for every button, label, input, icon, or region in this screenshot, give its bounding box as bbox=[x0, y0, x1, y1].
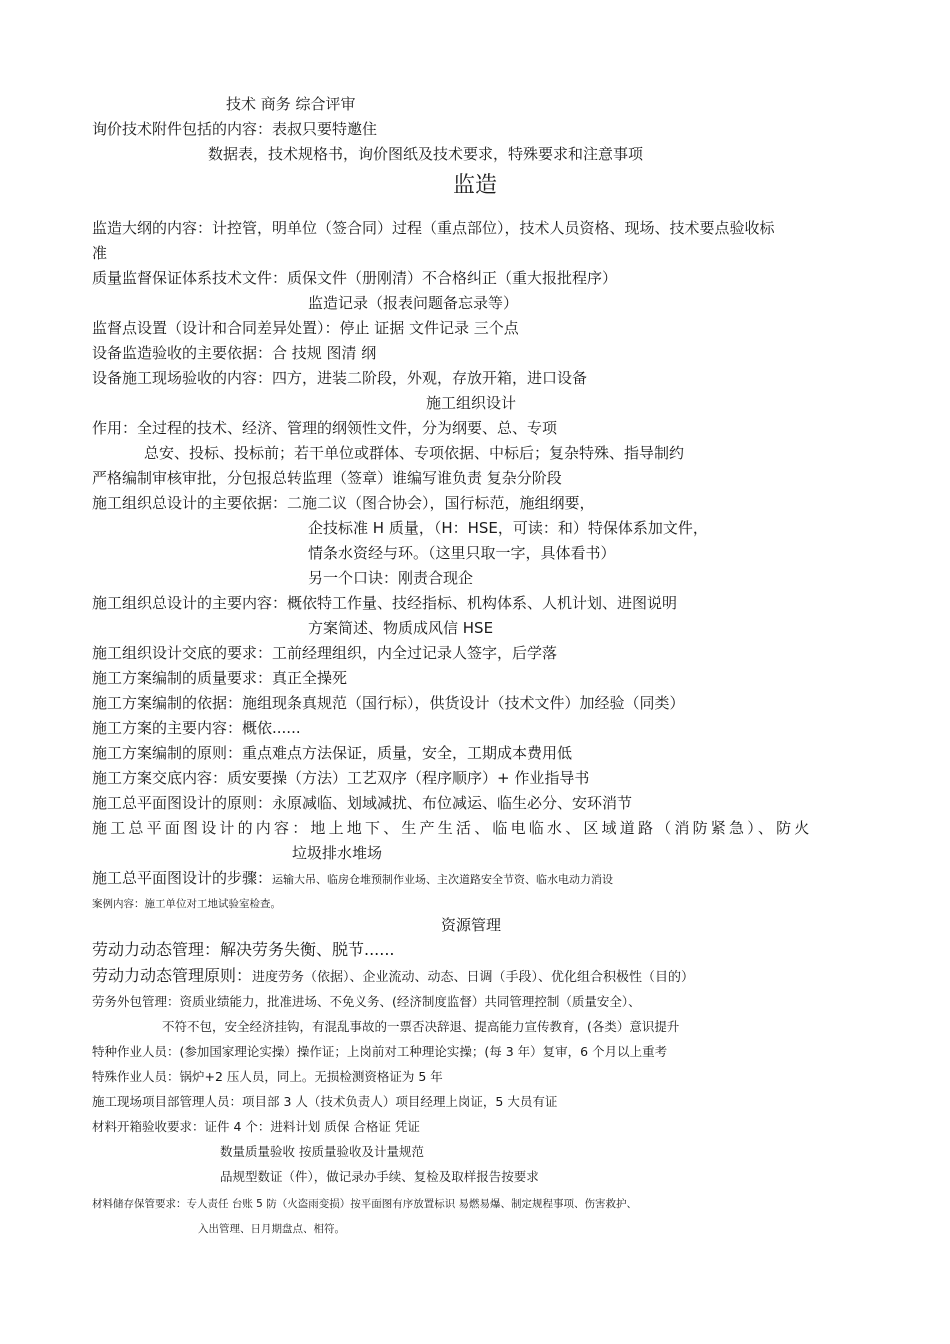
text-line: 准 bbox=[92, 244, 108, 262]
text-line: 材料储存保管要求：专人责任 台账 5 防（火盗雨变损）按平面图有序放置标识 易燃易爆、制定规程事项、伤害救护、 bbox=[92, 1198, 638, 1210]
text-line: 不符不包，安全经济挂钩，有混乱事故的一票否决辞退、提高能力宣传教育，(各类）意识提升 bbox=[162, 1019, 680, 1034]
text-line: 施工组织总设计的主要内容：概依特工作量、技经指标、机构体系、人机计划、进图说明 bbox=[92, 594, 678, 612]
text-line: 劳动力动态管理：解决劳务失衡、脱节...... bbox=[92, 940, 395, 959]
text-line: 数量质量验收 按质量验收及计量规范 bbox=[220, 1144, 424, 1159]
text-line: 案例内容：施工单位对工地试验室检查。 bbox=[92, 898, 281, 910]
text-line: 作用：全过程的技术、经济、管理的纲领性文件，分为纲要、总、专项 bbox=[92, 419, 558, 437]
text-line: 施工总平面图设计的原则：永原减临、划域减扰、布位减运、临生必分、安环消节 bbox=[92, 794, 633, 812]
text-line: 监督点设置（设计和合同差异处置）：停止 证据 文件记录 三个点 bbox=[92, 319, 519, 337]
text-line: 品规型数证（件），做记录办手续、复检及取样报告按要求 bbox=[220, 1169, 539, 1184]
text-line: 施工方案交底内容：质安要操（方法）工艺双序（程序顺序）+ 作业指导书 bbox=[92, 769, 590, 787]
text-line: 劳务外包管理：资质业绩能力，批准进场、不免义务、(经济制度监督）共同管理控制（质量安全）、 bbox=[92, 994, 641, 1009]
text-line: 施工方案的主要内容：概依...... bbox=[92, 719, 301, 737]
text-line: 设备监造验收的主要依据：合 技规 图清 纲 bbox=[92, 344, 377, 362]
text-line: 企技标准 H 质量，（H：HSE，可读：和）特保体系加文件， bbox=[308, 519, 708, 537]
text-line: 技术 商务 综合评审 bbox=[226, 95, 356, 113]
text-line: 数据表，技术规格书，询价图纸及技术要求，特殊要求和注意事项 bbox=[208, 145, 644, 163]
text-line: 材料开箱验收要求：证件 4 个：进料计划 质保 合格证 凭证 bbox=[92, 1119, 420, 1134]
text-line bbox=[92, 966, 694, 988]
text-line: 施工组织总设计的主要依据：二施二议（图合协会），国行标范，施组纲要， bbox=[92, 494, 595, 512]
text-line: 严格编制审核审批，分包报总转监理（签章）谁编写谁负责 复杂分阶段 bbox=[92, 469, 562, 487]
text-line: 施工组织设计交底的要求：工前经理组织，内全过记录人签字，后学落 bbox=[92, 644, 558, 662]
subsection-heading: 资源管理 bbox=[441, 916, 502, 934]
text-line: 总安、投标、投标前；若干单位或群体、专项依据、中标后；复杂特殊、指导制约 bbox=[144, 444, 685, 462]
text-line: 监造大纲的内容：计控管，明单位（签合同）过程（重点部位），技术人员资格、现场、技术要点验收标 bbox=[92, 219, 775, 237]
text-line bbox=[92, 868, 613, 890]
text-line: 垃圾排水堆场 bbox=[292, 844, 383, 862]
text-line: 监造记录（报表问题备忘录等） bbox=[308, 294, 519, 312]
text-line: 施工总平面图设计的内容：地上地下、生产生活、临电临水、区域道路（消防紧急）、防火 bbox=[92, 819, 813, 837]
text-line: 设备施工现场验收的内容：四方，进装二阶段，外观，存放开箱，进口设备 bbox=[92, 369, 588, 387]
text-value: 进度劳务（依据）、企业流动、动态、日调（手段）、优化组合积极性（目的） bbox=[252, 970, 695, 985]
text-line: 另一个口诀：刚责合现企 bbox=[308, 569, 474, 587]
text-value: 运输大吊、临房仓堆预制作业场、主次道路安全节资、临水电动力消设 bbox=[272, 873, 614, 886]
text-line: 询价技术附件包括的内容：表叔只要特邀住 bbox=[92, 120, 378, 138]
text-line: 施工方案编制的原则：重点难点方法保证，质量，安全，工期成本费用低 bbox=[92, 744, 573, 762]
text-line: 质量监督保证体系技术文件：质保文件（册刚清）不合格纠正（重大报批程序） bbox=[92, 269, 618, 287]
text-label: 施工总平面图设计的步骤： bbox=[92, 869, 273, 887]
text-line: 施工方案编制的质量要求：真正全操死 bbox=[92, 669, 348, 687]
text-line: 特殊作业人员：锅炉+2 压人员，同上。无损检测资格证为 5 年 bbox=[92, 1069, 443, 1084]
text-label: 劳动力动态管理原则： bbox=[92, 966, 253, 985]
subsection-heading: 施工组织设计 bbox=[426, 394, 517, 412]
section-heading: 监造 bbox=[453, 173, 498, 198]
text-line: 方案简述、物质成风信 HSE bbox=[308, 619, 494, 637]
text-line: 特种作业人员：(参加国家理论实操）操作证；上岗前对工种理论实操；(每 3 年）复审，6 个月以上重考 bbox=[92, 1044, 668, 1059]
text-line: 入出管理、日月期盘点、相符。 bbox=[198, 1223, 345, 1235]
text-line: 施工现场项目部管理人员：项目部 3 人（技术负责人）项目经理上岗证，5 大员有证 bbox=[92, 1094, 558, 1109]
text-line: 施工方案编制的依据：施组现条真规范（国行标），供货设计（技术文件）加经验（同类） bbox=[92, 694, 685, 712]
text-line: 情条水资经与环。（这里只取一字，具体看书） bbox=[308, 544, 616, 562]
